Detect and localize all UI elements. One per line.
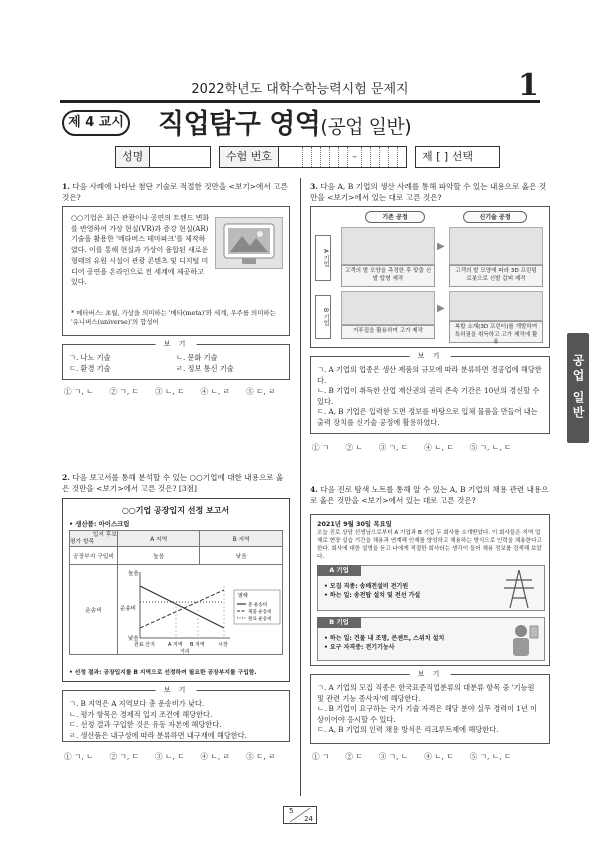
q3-a-old-caption: 고객의 발 모양을 측정한 후 맞춤 신발 탑형 제작 [341,265,435,287]
company-a-label: A 기업 [317,565,361,576]
question-3-text: 다음 A, B 기업의 생산 사례를 통해 파악할 수 있는 내용으로 옳은 것만을 <보기>에서 있는 대로 고른 것은? [310,182,547,202]
q4-choice-2[interactable]: ② ㄷ [345,752,363,761]
question-1-text: 다음 사례에 나타난 첨단 기술로 적절한 것만을 <보기>에서 고른 것은? [62,182,288,202]
question-3-options-box [310,352,550,434]
q3-option-a: ㄱ. A 기업의 업종은 생산 제품의 규모에 따라 분류하면 경공업에 해당한다. [317,365,542,385]
question-1-number: 1. [62,182,70,191]
question-2-stem [62,472,290,494]
question-3-choices [312,442,527,453]
graph-market-label: 시장 [218,641,228,648]
question-4-number: 4. [310,485,318,494]
career-note [310,514,550,666]
q3-choice-5[interactable]: ⑤ ㄱ, ㄴ, ㄷ [469,443,512,452]
q3-a-old-photo [341,227,435,265]
q3-b-new-photo [449,291,543,321]
q2-option-a: ㄱ. B 지역은 A 지역보다 총 운송비가 낮다. [69,699,205,708]
report-result: • 선정 결과: 공장입지를 B 지역으로 선정하여 필요한 공장부지를 구입함. [69,670,257,676]
graph-legend [234,590,280,624]
legend-product: 제품 운송비 [248,609,272,615]
table-corner-top: 입지 후보 [92,531,117,538]
name-field[interactable] [115,146,211,168]
subject-title [158,102,411,141]
q3-new-process-label: 신기술 공정 [463,211,527,223]
q2-choice-5[interactable]: ⑤ ㄷ, ㄹ [246,752,276,761]
q4-choice-4[interactable]: ④ ㄴ, ㄷ [424,752,454,761]
q3-arrow-b-icon: ▶ [437,303,445,314]
q1-choice-1[interactable]: ① ㄱ, ㄴ [64,387,94,396]
company-a-card [317,565,545,611]
name-label: 성명 [116,147,150,167]
page-number: 1 [518,68,539,103]
q3-b-new-caption: 복합 소재(3D 프린터)를 개발하여 특허권을 취득하고 고가 제작에 활용 [449,321,543,343]
table-row1-b: 낮음 [200,547,283,565]
q1-option-c: ㄷ. 환경 기술 [69,363,111,373]
question-2-choices [64,751,292,762]
table-corner [70,531,118,547]
table-row1-a: 높음 [118,547,200,565]
q1-choice-4[interactable]: ④ ㄴ, ㄹ [200,387,231,396]
question-4-stem [310,484,550,506]
q4-choice-3[interactable]: ③ ㄱ, ㄴ [378,752,409,761]
q1-choice-2[interactable]: ② ㄱ, ㄷ [109,387,140,396]
question-4-choices [312,751,527,762]
q3-choice-4[interactable]: ④ ㄴ, ㄷ [424,443,454,452]
q3-a-new-caption: 고객의 발 모양에 따라 3D 프린팅 로봇으로 신발 갑피 제작 [449,265,543,287]
q4-option-b: ㄴ. B 기업이 요구하는 국가 기술 자격은 해당 분야 실무 경력이 1년 이상이어야 응시할 수 있다. [317,704,538,724]
question-4-options-title: 보 기 [410,669,451,680]
session-badge: 제 4 교시 [62,110,130,136]
q4-option-c: ㄷ. A, B 기업의 인력 채용 방식은 리크루트제에 해당한다. [317,725,499,734]
graph-region-a-label: A 지역 [168,641,183,648]
legend-total: 총 운송비 [248,602,268,608]
q3-choice-3[interactable]: ③ ㄱ, ㄷ [378,443,409,452]
table-corner-bottom: 평가 항목 [70,538,95,545]
question-2-options-title: 보 기 [156,685,197,696]
subject-subtitle: (공업 일반) [320,116,412,138]
q1-option-a: ㄱ. 나노 기술 [69,353,111,362]
q3-row-a-label: A 기업 [315,235,331,281]
question-1-case-box [62,206,290,336]
graph-yaxis-label: 운송비 [120,605,136,612]
q3-choice-1[interactable]: ① ㄱ [312,443,330,452]
company-b-label: B 기업 [317,617,361,628]
q3-a-new-photo [449,227,543,265]
graph-region-b-label: B 지역 [190,641,205,648]
question-1-stem [62,181,290,203]
question-3-case-box [310,206,550,348]
legend-title: 범례 [238,592,248,599]
location-report [62,498,290,682]
question-2-text: 다음 보고서를 통해 분석할 수 있는 ○○기업에 대한 내용으로 옳은 것만을 <보기>에서 고른 것은? [3점] [62,473,284,493]
q3-option-b: ㄴ. B 기업이 취득한 산업 재산권의 권리 존속 기간은 10년의 경신할 수 있다. [317,386,540,406]
question-4-options-box [310,670,550,744]
subject-name: 직업탐구 영역 [158,109,321,140]
q4-choice-5[interactable]: ⑤ ㄱ, ㄴ, ㄷ [469,752,512,761]
legend-material: 원료 운송비 [248,616,272,622]
company-b-items [324,634,444,652]
question-4-text: 다음 진로 탐색 노트를 통해 알 수 있는 A, B 기업의 채용 관련 내용으로 옳은 것만을 <보기>에서 있는 대로 고른 것은? [310,485,549,505]
exam-number-label: 수험 번호 [220,147,279,167]
report-product: • 생산품: 아이스크림 [69,520,130,528]
company-b-item-2: • 요구 자격증: 전기기능사 [324,644,395,651]
question-2-options-box [62,686,290,742]
electrician-icon [502,622,540,658]
table-col-a: A 지역 [118,531,200,547]
q2-choice-3[interactable]: ③ ㄴ, ㄷ [155,752,185,761]
q4-choice-1[interactable]: ① ㄱ [312,752,330,761]
column-divider [300,178,301,796]
question-1-choices [64,386,292,397]
question-1-case-text: ○○기업은 최근 관광이나 공연의 트렌드 변화를 반영하여 가상 현실(VR)과 증강 현실(AR) 기술을 활용한 '메타버스 테마파크'를 제작하였다. 이를 통해 현실과 가상이 융합된 새로운 형태의 유원 시설이 관광 콘텐츠 및 디지털 미디어 공연을 온라인으로 전 세계에 제공하고 있다. [71,214,210,287]
q3-b-old-photo [341,291,435,325]
question-1-footnote: * 메타버스: 초월, 가상을 의미하는 '메타(meta)'와 세계, 우주를 의미하는 '유니버스(universe)'의 합성어 [71,309,276,326]
info-bar [115,146,500,168]
exam-title: 2022학년도 대학수학능력시험 문제지 [191,82,409,97]
question-1-options-box [62,340,290,380]
company-a-items [324,582,420,600]
company-a-item-1: • 모집 직종: 송배전설비 전기원 [324,583,409,590]
q3-arrow-a-icon: ▶ [437,241,445,252]
q3-row-b-label: B 기업 [315,295,331,339]
graph-xaxis-label: 거리 [180,648,190,654]
company-b-item-1: • 하는 일: 건물 내 조명, 콘센트, 스위치 설치 [324,635,445,642]
transport-cost-graph-cell [118,565,283,655]
note-text: 오늘 진로 상담 선생님으로부터 A 기업과 B 기업 두 회사를 소개받았다. 이 회사들은 지역 업체로 현장 실습 기간을 채용과 연계해 인재를 양성하고 채용하는 방식으로 인력을 채용한다고 한다. 회사에 대한 설명을 듣고 나에게 적절한 회사라는 생각이 들어 채용 정보를 검색해 보았다. [317,530,542,560]
q2-option-c: ㄷ. 선정 결과 구입한 것은 유동 자본에 해당한다. [69,720,222,729]
exam-number-field[interactable] [219,146,407,168]
q2-option-d: ㄹ. 생산품은 내구성에 따라 분류하면 내구재에 해당한다. [69,730,247,740]
q1-option-b: ㄴ. 문화 기술 [176,353,218,362]
question-3-options-title: 보 기 [410,351,451,362]
graph-high-label: 높음 [128,570,139,577]
page-current: 5 [289,807,294,815]
exam-number-cells [302,147,406,167]
subject-side-tab: 공업 일반 [567,333,589,443]
q2-choice-2[interactable]: ② ㄱ, ㄷ [109,752,140,761]
q3-b-old-caption: 거푸집을 활용하여 고가 제작 [341,325,435,339]
table-row1-label: 공장부지 구입비 [70,547,118,565]
company-b-card [317,617,545,661]
table-row2-label: 운송비 [70,565,118,655]
power-tower-icon [496,568,542,610]
company-a-item-2: • 하는 일: 송전탑 설치 및 전선 가설 [324,592,421,599]
note-date: 2021년 9월 30일 목요일 [317,520,392,528]
question-2-number: 2. [62,473,70,482]
q1-option-d: ㄹ. 정보 통신 기술 [176,363,234,373]
q2-option-b: ㄴ. 평가 항목은 경제적 입지 조건에 해당한다. [69,709,213,719]
q1-choice-5[interactable]: ⑤ ㄷ, ㄹ [246,387,276,396]
table-col-b: B 지역 [200,531,283,547]
q2-choice-1[interactable]: ① ㄱ, ㄴ [64,752,94,761]
elective-select-field[interactable] [415,146,500,168]
q2-choice-4[interactable]: ④ ㄴ, ㄹ [200,752,231,761]
question-3-stem [310,181,550,203]
elective-select-label: 제 [ ] 선택 [422,150,473,163]
q3-choice-2[interactable]: ② ㄴ [345,443,363,452]
q4-option-a: ㄱ. A 기업의 모집 직종은 한국표준직업분류의 대분류 항목 중 '기능원 및 관련 기능 종사자'에 해당한다. [317,683,535,703]
metaverse-park-photo [215,217,283,269]
page-total: 24 [304,815,313,823]
report-table [69,530,283,655]
report-title: ○○기업 공장입지 선정 보고서 [121,506,230,515]
graph-origin-label: 원료 산지 [134,641,155,648]
transport-cost-graph [118,566,282,654]
question-3-number: 3. [310,182,318,191]
page-indicator [283,806,317,824]
graph-low-label: 낮음 [128,635,139,642]
question-1-options-title: 보 기 [156,339,197,350]
q3-old-process-label: 기존 공정 [365,211,425,223]
q1-choice-3[interactable]: ③ ㄴ, ㄷ [155,387,185,396]
q3-option-c: ㄷ. A, B 기업은 입력한 도면 정보를 바탕으로 입체 물품을 만들어 내는 출력 장치를 신기술 공정에 활용하였다. [317,407,538,427]
exam-number-dash: – [347,147,361,167]
